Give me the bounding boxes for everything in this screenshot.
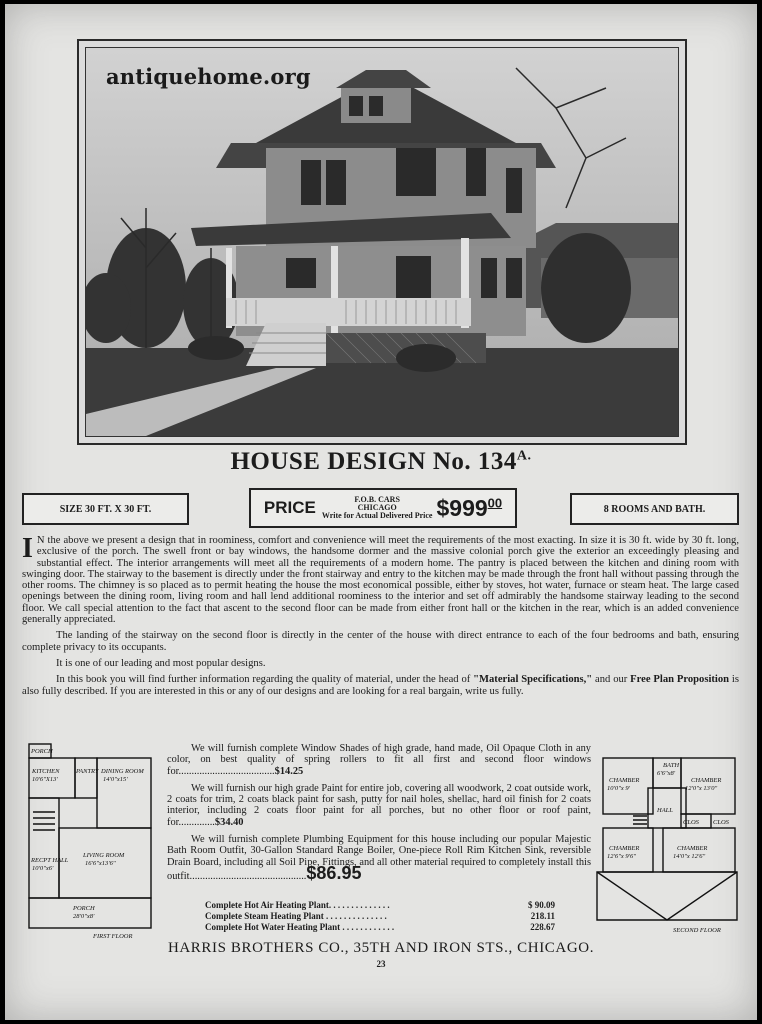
heating-label: Complete Hot Air Heating Plant. . . . . . . . . . . . . . (205, 900, 390, 910)
plan-chamber-1-dim: 10'0"x 9' (607, 785, 631, 792)
house-design-title (5, 448, 757, 476)
heating-row (205, 922, 555, 933)
publisher-footer: HARRIS BROTHERS CO., 35TH AND IRON STS., CHICAGO. (167, 940, 595, 956)
price-label: PRICE (263, 498, 316, 517)
plan-hall-label: RECPT HALL (31, 857, 69, 864)
dropcap: I (22, 533, 33, 564)
paragraph-4-a: In this book you will find further information regarding the quality of material, under the head of (56, 674, 474, 686)
price-box (249, 488, 517, 528)
price-dollars: $999 (436, 494, 488, 521)
plan-dining-dim: 14'0"x15' (103, 776, 128, 783)
title-suffix: A. (516, 448, 532, 464)
window-shades-offer (167, 743, 591, 777)
plan-porch-dim: 28'0"x8' (73, 913, 95, 920)
plumbing-text: We will furnish complete Plumbing Equipment for this house including our popular Majestic Bath Room Outfit, 30-Gallon Standard Range Boiler, One-piece Roll Rim Kitchen Sink, reversible Drain Board, including all Soil Pipe, Fittings, and all other material required to completely install this outfit............................................. (167, 834, 591, 882)
first-floor-plan (23, 742, 155, 942)
window-shades-text: We will furnish complete Window Shades of high grade, hand made, Oil Opaque Cloth in any color, on best quality of spring rollers to fit all first and second floor windows for..................................... (167, 743, 591, 777)
house-photo-frame (77, 39, 687, 445)
price-amount (436, 495, 502, 522)
plan-chamber-3-dim: 12'6"x 9'6" (607, 853, 636, 860)
page-number: 23 (376, 959, 386, 969)
fob-line-3: Write for Actual Delivered Price (321, 511, 433, 520)
furnish-offers (167, 743, 591, 888)
paint-offer (167, 783, 591, 828)
second-floor-plan (593, 754, 741, 936)
house-photo (85, 47, 679, 437)
plan-hall-dim: 10'0"x6' (32, 865, 54, 872)
plan-chamber-2-label: CHAMBER (691, 777, 722, 784)
plan-bath-dim: 6'6"x8' (657, 770, 676, 777)
fob-line-2: CHICAGO (357, 503, 397, 512)
heating-amount: 228.67 (530, 922, 555, 932)
window-shades-price: $14.25 (274, 765, 304, 777)
size-box: SIZE 30 FT. X 30 FT. (22, 493, 189, 525)
heating-row (205, 900, 555, 911)
plan-kitchen-label: KITCHEN (32, 768, 60, 775)
paragraph-4-c: and our (592, 674, 631, 686)
paragraph-1 (22, 535, 739, 625)
plan-chamber-2-dim: 12'0"x 13'0" (685, 785, 718, 792)
plan-clos-1-label: CLOS (683, 819, 699, 826)
paint-text: We will furnish our high grade Paint for entire job, covering all woodwork, 2 coat outside work, 2 coats for trim, 2 coats black paint for sash, putty for nail holes, shellac, hard oil finish for 2 coats interior, including 2 coats floor paint for all porches, but no other floor or roof paint, for.............. (167, 782, 591, 828)
first-floor-label: FIRST FLOOR (93, 933, 133, 940)
paragraph-2: The landing of the stairway on the second floor is directly in the center of the house with direct entrance to each of the four bedrooms and bath, ensuring complete privacy to its occupants. (22, 630, 739, 653)
watermark-text: antiquehome.org (106, 64, 311, 89)
title-main: HOUSE DESIGN No. 134 (230, 448, 517, 475)
free-plan-ref: Free Plan Proposition (630, 674, 730, 686)
paragraph-3: It is one of our leading and most popular designs. (56, 657, 266, 669)
heating-amount: 218.11 (530, 911, 555, 921)
plan-dining-label: DINING ROOM (101, 768, 144, 775)
plan-bath-label: BATH (663, 762, 680, 769)
material-specifications-ref: "Material Specifications," (473, 674, 593, 686)
plan-porch-rear-label: PORCH (31, 748, 53, 755)
plan-chamber-4-label: CHAMBER (677, 845, 708, 852)
heating-label: Complete Hot Water Heating Plant . . . . . . . . . . . . (205, 922, 395, 932)
plan-living-label: LIVING ROOM (83, 852, 125, 859)
plumbing-offer (167, 834, 591, 882)
paint-price: $34.40 (214, 816, 244, 828)
plan-hall-2-label: HALL (657, 807, 673, 814)
plan-chamber-1-label: CHAMBER (609, 777, 640, 784)
second-floor-label: SECOND FLOOR (673, 927, 721, 934)
heating-plants-list (205, 900, 555, 933)
price-cents: 00 (487, 494, 503, 510)
heating-label: Complete Steam Heating Plant . . . . . . . . . . . . . . (205, 911, 387, 921)
catalog-page (5, 4, 757, 1020)
paragraph-4 (22, 674, 739, 697)
paragraph-1-text: N the above we present a design that in roominess, comfort and convenience will meet the requirements of the most exacting. In size it is 30 ft. wide by 30 ft. long, exclusive of the porch. The swell front or bay windows, the handsome dormer and the massive colonial porch give the exterior an exceedingly pleasing and substantial effect. The interior arrangements will meet all the requirements of a modern home. The pantry is placed between the kitchen and dining room with swinging door. The stairway to the basement is directly under the front stairway and entry to the kitchen may be made through the front hall without passing through the other rooms. The chimney is so placed as to permit heating the house the most economical possible, either by stoves, hot water, furnace or steam heat. The large cased openings between the dining room, living room and hall lend additional roominess to the interior and set off admirably the handsome stairway leading to the second floor. We call special attention to the fact that ascent to the second floor can be made from either front hall or the kitchen in the rear, which is an added convenience generally appreciated. (22, 535, 739, 626)
rooms-box: 8 ROOMS AND BATH. (570, 493, 739, 525)
fob-line-1: F.O.B. CARS (354, 495, 400, 504)
heating-amount: $ 90.09 (528, 900, 555, 910)
plan-living-dim: 16'6"x13'6" (85, 860, 116, 867)
description-text (22, 535, 739, 702)
fob-note (322, 496, 433, 520)
plan-pantry-label: PANTRY (76, 768, 99, 775)
plumbing-price: $86.95 (306, 862, 362, 883)
plan-kitchen-dim: 10'6"X13' (32, 776, 58, 783)
plan-chamber-3-label: CHAMBER (609, 845, 640, 852)
plan-clos-2-label: CLOS (713, 819, 729, 826)
plan-porch-label: PORCH (73, 905, 95, 912)
plan-chamber-4-dim: 14'0"x 12'6" (673, 853, 706, 860)
heating-row (205, 911, 555, 922)
paragraph-4-e: is also fully described. If you are interested in this or any of our designs and are looking for a real bargain, write us fully. (22, 674, 739, 697)
